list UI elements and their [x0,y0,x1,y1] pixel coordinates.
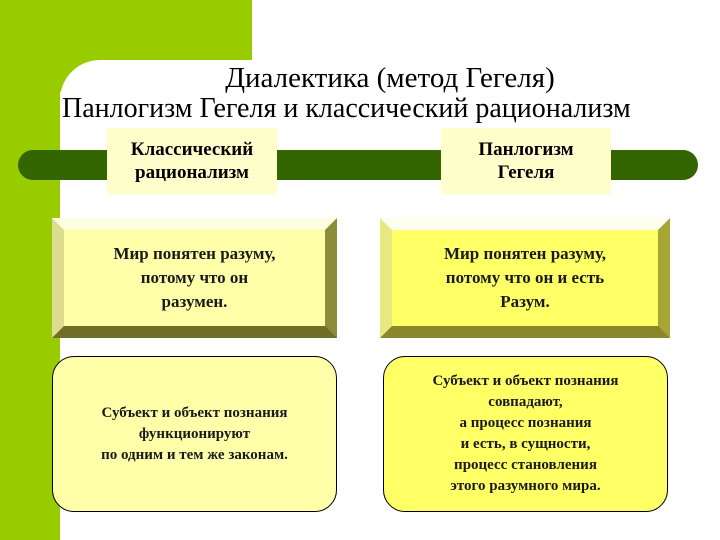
row2-right-line-1: Субъект и объект познания [432,373,619,389]
header-hegel-panlogism [441,128,611,194]
row2-left-line-3: по одним и тем же законам. [101,446,288,463]
row1-left-line-1: Мир понятен разуму, [113,244,276,263]
row1-left-line-2: потому что он [140,268,249,287]
header-left-line-2: рационализм [135,162,249,183]
row2-left-box [52,356,337,512]
row1-right-line-3: Разум. [500,292,550,311]
slide-title: Диалектика (метод Гегеля) [225,62,555,94]
row2-right-line-6: этого разумного мира. [450,478,601,494]
row2-right-box [383,356,668,512]
row1-right-line-1: Мир понятен разуму, [443,244,607,263]
row2-right-line-4: и есть, в сущности, [460,436,591,452]
header-right-line-2: Гегеля [497,162,555,183]
row1-left-line-3: разумен. [161,292,228,311]
row2-right-line-3: а процесс познания [459,415,592,431]
header-right-line-1: Панлогизм [478,139,574,160]
row1-left-box [52,218,337,338]
header-classical-rationalism [107,128,277,194]
row2-left-line-1: Субъект и объект познания [101,404,288,421]
slide-subtitle: Панлогизм Гегеля и классический рационализм [62,93,631,124]
header-left-line-1: Классический [130,139,254,160]
row1-right-box [380,218,670,338]
row2-left-line-2: функционируют [138,425,251,442]
row2-right-line-5: процесс становления [454,457,597,473]
row2-right-line-2: совпадают, [488,394,563,410]
row1-right-line-2: потому что он и есть [445,268,605,287]
